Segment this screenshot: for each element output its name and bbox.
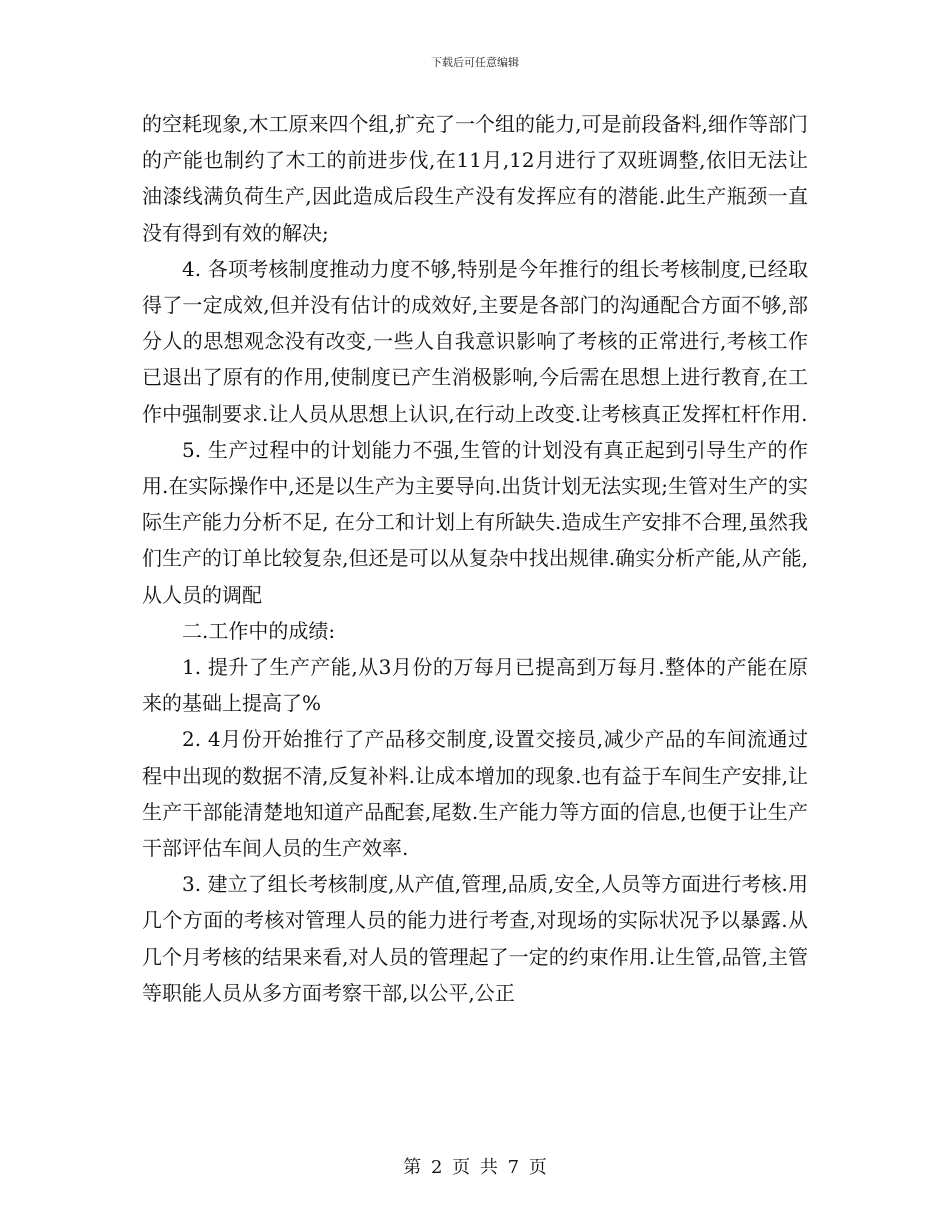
page-number-footer: 第 2 页 共 7 页 xyxy=(403,1157,547,1178)
paragraph-item-5: 5. 生产过程中的计划能力不强,生管的计划没有真正起到引导生产的作用.在实际操作中,还是以生产为主要导向.出货计划无法实现;生管对生产的实际生产能力分析不足, 在分工和计划上有所缺失.造成生产安排不合理,虽然我们生产的订单比较复杂,但还是可以从复杂中找出规律.确实分析产能,从产能,从人员的调配 xyxy=(142,437,808,607)
document-body xyxy=(142,106,808,1011)
paragraph-achievement-1: 1. 提升了生产产能,从3月份的万每月已提高到万每月.整体的产能在原来的基础上提高了% xyxy=(142,655,808,716)
paragraph-achievement-3: 3. 建立了组长考核制度,从产值,管理,品质,安全,人员等方面进行考核.用几个方面的考核对管理人员的能力进行考查,对现场的实际状况予以暴露.从几个月考核的结果来看,对人员的管理起了一定的约束作用.让生管,品管,主管等职能人员从多方面考察干部,以公平,公正 xyxy=(142,872,808,1005)
section-heading-achievements: 二.工作中的成绩: xyxy=(182,618,336,643)
paragraph-achievement-2: 2. 4月份开始推行了产品移交制度,设置交接员,减少产品的车间流通过程中出现的数据不清,反复补料.让成本增加的现象.也有益于车间生产安排,让生产干部能清楚地知道产品配套,尾数.生产能力等方面的信息,也便于让生产干部评估车间人员的生产效率. xyxy=(142,727,808,861)
header-note: 下载后可任意编辑 xyxy=(431,56,519,69)
paragraph-continuation: 的空耗现象,木工原来四个组,扩充了一个组的能力,可是前段备料,细作等部门的产能也制约了木工的前进步伐,在11月,12月进行了双班调整,依旧无法让油漆线满负荷生产,因此造成后段生产没有发挥应有的潜能.此生产瓶颈一直没有得到有效的解决; xyxy=(142,112,808,245)
paragraph-item-4: 4. 各项考核制度推动力度不够,特别是今年推行的组长考核制度,已经取得了一定成效,但并没有估计的成效好,主要是各部门的沟通配合方面不够,部分人的思想观念没有改变,一些人自我意识影响了考核的正常进行,考核工作已退出了原有的作用,使制度已产生消极影响,今后需在思想上进行教育,在工作中强制要求.让人员从思想上认识,在行动上改变.让考核真正发挥杠杆作用. xyxy=(142,256,808,426)
